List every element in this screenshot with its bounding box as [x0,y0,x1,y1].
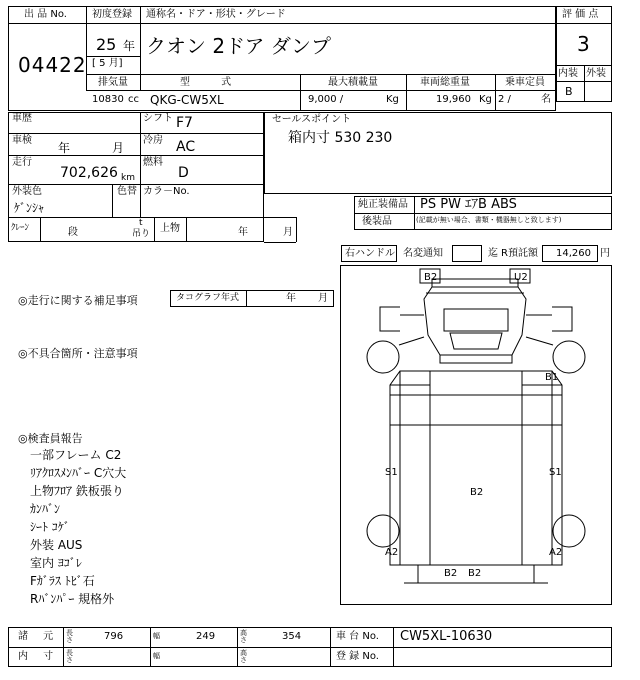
damage-mark: B2 [444,568,458,579]
r-deposit-label: R預託額 [501,248,538,259]
inspector-item: 一部フレーム C2 [30,448,122,462]
shift-value: F7 [176,115,193,131]
shift-label: シフト [143,113,173,124]
displacement-label: 排気量 [98,77,128,88]
riding-unit: 名 [541,94,551,105]
first-reg-year: 25 [96,35,117,54]
header-divider [8,23,556,24]
inspector-item: ｼｰﾄ ｺｹﾞ [30,520,70,534]
damage-mark: U2 [514,272,528,283]
mount-year: 年 [238,227,248,238]
footer-divider [393,627,394,667]
inspection-year: 年 [58,141,71,155]
name-change-label: 名変通知 [403,248,443,259]
footer-divider [63,627,64,667]
displacement-unit: cc [128,94,139,105]
details-divider [8,184,264,185]
history-label: 車歴 [12,113,32,124]
length-label: 長さ [66,629,73,644]
inspector-item: 上物ﾌﾛｱ 鉄板張り [30,484,124,498]
inspection-month: 月 [112,141,125,155]
chassis-label: 車 台 No. [336,631,379,642]
grade-divider [556,23,612,24]
grade-label: 評 価 点 [562,9,599,20]
inspector-item: 室内 ﾖｺﾞﾚ [30,556,82,570]
inspection-label: 車検 [12,135,32,146]
details-divider [8,133,264,134]
inner-height-label: 高さ [240,649,247,664]
spec-divider [86,90,556,91]
mount-month: 月 [283,227,293,238]
inspector-item: ﾘｱｸﾛｽﾒﾝﾊﾞｰ C穴大 [30,466,127,480]
equipment-divider [354,213,612,214]
max-load-value: 9,000 / [308,94,344,105]
gross-weight-unit: Kg [479,94,492,105]
mileage-label: 走行 [12,157,32,168]
type-label: 型 式 [180,77,246,88]
handle-text: 右ハンドル [345,248,395,259]
exterior-label: 外装 [586,68,606,79]
mileage-value: 702,626 [60,165,118,181]
crane-ton: t [139,218,143,228]
details-divider [8,155,264,156]
spec-divider [406,74,407,111]
details-divider [186,217,187,242]
model-name: クオン 2ドア ダンプ [146,34,332,58]
height-label: 高さ [240,629,247,644]
truck-diagram [340,265,612,605]
type-value: QKG-CW5XL [150,93,224,107]
tacho-year: 年 [286,293,296,304]
inspector-title: ◎検査員報告 [18,432,83,445]
width-value: 249 [196,631,216,642]
ac-value: AC [176,139,196,155]
displacement-value: 10830 [92,94,124,105]
footer-divider [8,647,612,648]
first-reg-label: 初度登録 [92,9,132,20]
sales-point-label: セールスポイント [272,114,352,125]
name-change-box [452,245,482,262]
header-frame [8,6,556,111]
inspector-item: 外装 AUS [30,538,83,552]
equipment-value: PS PW ｴｱB ABS [420,197,517,212]
crane-stage: 段 [68,227,78,238]
footer-divider [237,627,238,667]
interior-label: 内装 [558,68,578,79]
sales-point-text: 箱内寸 530 230 [288,130,393,146]
aftermarket-note: (記載が無い場合、書類・機器無しと致します) [416,216,562,224]
tacho-divider [246,290,247,307]
spec-divider [495,74,496,111]
grade-score: 3 [577,32,590,56]
header-divider [86,56,140,57]
details-divider [112,184,113,217]
aftermarket-label: 後装品 [362,216,392,227]
crane-hanging: 吊り [132,229,151,239]
inner-width-label: 幅 [153,652,160,660]
height-value: 354 [282,631,302,642]
max-load-label: 最大積載量 [328,77,378,88]
length-value: 796 [104,631,124,642]
dims-label: 諸 元 [18,631,60,642]
header-divider [140,6,141,90]
header-divider [86,6,87,90]
width-label: 幅 [153,632,160,640]
first-reg-month: [ 5 月] [92,58,123,69]
spec-divider [86,74,556,75]
transfer-dash: 迄 [488,248,498,259]
damage-mark: B2 [470,487,484,498]
equipment-label: 純正装備品 [358,199,408,210]
footer-divider [150,627,151,667]
gross-weight-label: 車両総重量 [420,77,470,88]
mount-label: 上物 [160,223,180,234]
damage-mark: B1 [545,372,559,383]
grade-divider [584,65,585,102]
damage-mark: B2 [424,272,438,283]
year-unit: 年 [123,39,136,53]
riding-label: 乗車定員 [505,77,545,88]
details-divider [8,217,264,218]
inspector-item: Fｶﾞﾗｽ ﾄﾋﾞ石 [30,574,95,588]
details-frame [8,112,264,242]
inner-length-label: 長さ [66,649,73,664]
model-label: 通称名・ドア・形状・グレード [146,9,286,20]
lot-number: 04422 [18,53,87,77]
spec-divider [300,74,301,111]
tacho-label: タコグラフ年式 [176,293,240,303]
footer-divider [330,627,331,667]
chassis-value: CW5XL-10630 [400,629,493,644]
fuel-label: 燃料 [143,157,163,168]
color-change-label: 色替 [117,186,137,197]
r-deposit-value: 14,260 [556,248,591,259]
yen-unit: 円 [600,248,610,259]
driving-notes-title: ◎走行に関する補足事項 [18,294,138,307]
gross-weight-value: 19,960 [436,94,471,105]
color-no-label: カラ－No. [143,186,190,197]
inner-label: 内 寸 [18,651,60,662]
damage-mark: S1 [549,467,562,478]
max-load-unit: Kg [386,94,399,105]
lot-label: 出 品 No. [24,9,67,20]
inspector-item: ｶﾝﾊﾞﾝ [30,502,61,516]
crane-label: ｸﾚｰﾝ [11,223,30,233]
riding-count: 2 / [498,94,511,105]
defects-title: ◎不具合箇所・注意事項 [18,347,138,360]
fuel-value: D [178,165,189,181]
details-divider [296,217,297,242]
details-divider [154,217,155,242]
damage-mark: A2 [549,547,563,558]
color-label: 外装色 [12,186,42,197]
inspector-item: Rﾊﾞﾝﾊﾟｰ 規格外 [30,592,115,606]
tacho-month: 月 [318,293,328,304]
ac-label: 冷房 [143,135,163,146]
damage-mark: A2 [385,547,399,558]
mileage-unit: km [121,173,135,183]
details-divider [140,184,141,217]
damage-mark: B2 [468,568,482,579]
details-divider [140,112,141,184]
interior-grade: B [565,85,573,98]
details-divider [264,242,296,243]
reg-label: 登 録 No. [336,651,379,662]
details-divider [40,217,41,242]
color-value: ｹﾞﾝｼｬ [14,201,45,215]
damage-mark: S1 [385,467,398,478]
details-divider [264,217,296,218]
grade-divider [556,81,612,82]
